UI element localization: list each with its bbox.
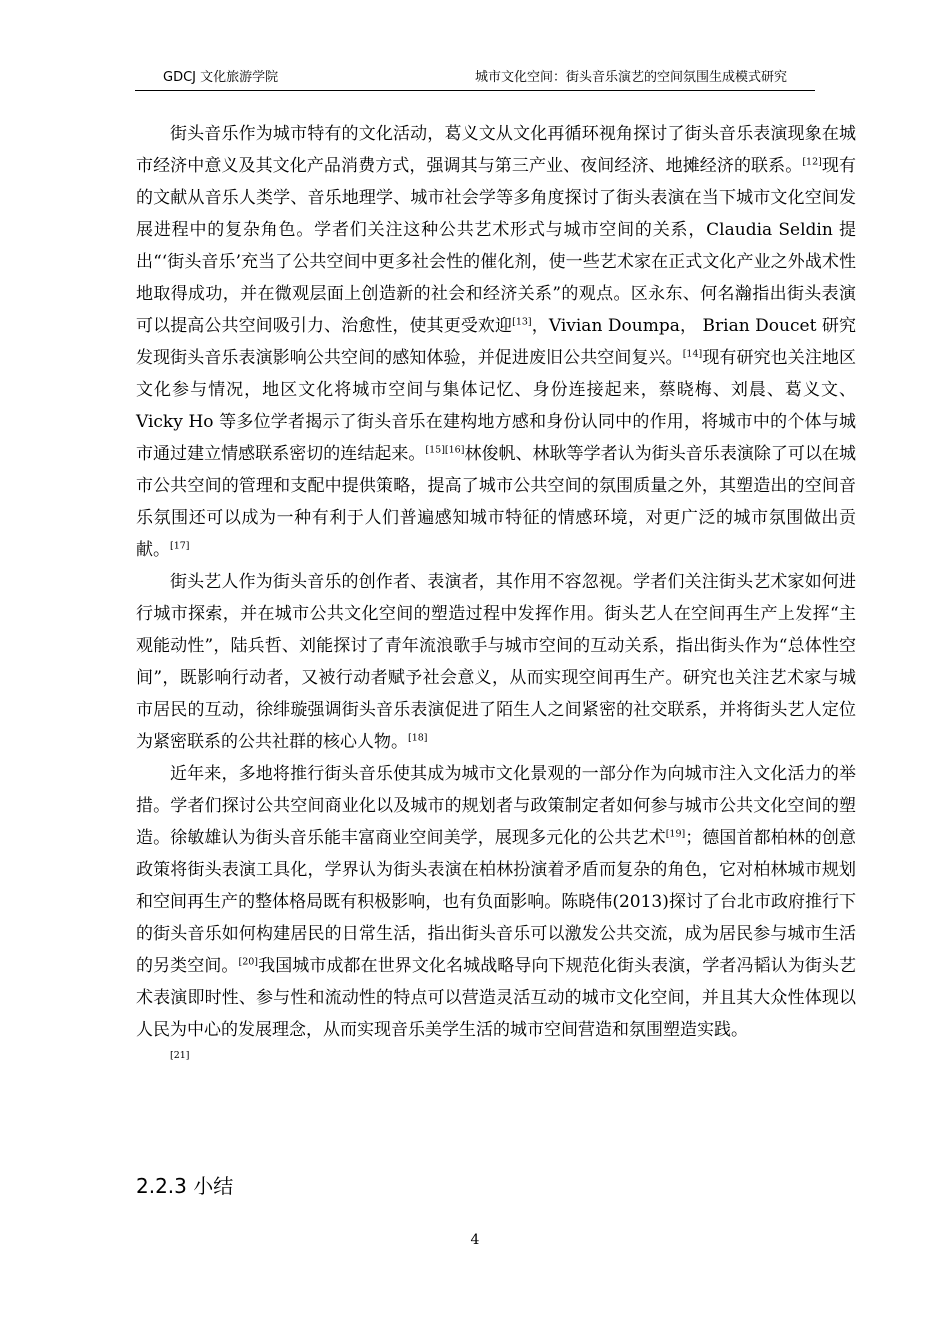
paragraph-text: ，Vivian Doumpa， Brian Doucet 研究发现街头音乐表演影响公共空间的感知体验，并促进废旧公共空间复兴。 xyxy=(136,316,857,368)
header-institution: GDCJ 文化旅游学院 xyxy=(163,70,279,85)
body-paragraph xyxy=(136,758,856,1066)
citation-ref: [18] xyxy=(408,732,428,744)
body-paragraph xyxy=(136,566,856,758)
page-number: 4 xyxy=(470,1232,480,1248)
body-text xyxy=(136,118,856,1066)
paragraph-text: 近年来，多地将推行街头音乐使其成为城市文化景观的一部分作为向城市注入文化活力的举措。学者们探讨公共空间商业化以及城市的规划者与政策制定者如何参与城市公共文化空间的塑造。徐敏雄认为街头音乐能丰富商业空间美学，展现多元化的公共艺术 xyxy=(136,764,856,848)
paragraph-text: 现有的文献从音乐人类学、音乐地理学、城市社会学等多角度探讨了街头表演在当下城市文化空间发展进程中的复杂角色。学者们关注这种公共艺术形式与城市空间的关系，Claudia Seldin 提出“‘街头音乐’充当了公共空间中更多社会性的催化剂，使一些艺术家在正式文化产业之外战术性地取得成功，并在微观层面上创造新的社会和经济关系”的观点。区永东、何名瀚指出街头表演可以提高公共空间吸引力、治愈性，使其更受欢迎 xyxy=(136,156,856,336)
citation-ref: [15][16] xyxy=(425,444,465,456)
paragraph-text: 林俊帆、林耿等学者认为街头音乐表演除了可以在城市公共空间的管理和支配中提供策略，提高了城市公共空间的氛围质量之外，其塑造出的空间音乐氛围还可以成为一种有利于人们普遍感知城市特征的情感环境，对更广泛的城市氛围做出贡献。 xyxy=(136,444,857,560)
citation-ref: [14] xyxy=(682,348,703,360)
page-header xyxy=(135,64,815,91)
citation-ref: [13] xyxy=(512,316,532,328)
citation-ref: [17] xyxy=(170,540,190,552)
citation-ref: [21] xyxy=(170,1050,190,1061)
body-paragraph xyxy=(136,118,856,566)
citation-ref: [20] xyxy=(238,956,259,968)
paragraph-text: 街头艺人作为街头音乐的创作者、表演者，其作用不容忽视。学者们关注街头艺术家如何进行城市探索，并在城市公共文化空间的塑造过程中发挥作用。街头艺人在空间再生产上发挥“主观能动性”，陆兵哲、刘能探讨了青年流浪歌手与城市空间的互动关系，指出街头作为“总体性空间”，既影响行动者，又被行动者赋予社会意义，从而实现空间再生产。研究也关注艺术家与城市居民的互动，徐绯璇强调街头音乐表演促进了陌生人之间紧密的社交联系，并将街头艺人定位为紧密联系的公共社群的核心人物。 xyxy=(136,572,856,752)
paragraph-text: ；德国首都柏林的创意政策将街头表演工具化，学界认为街头表演在柏林扮演着矛盾而复杂的角色，它对柏林城市规划和空间再生产的整体格局既有积极影响，也有负面影响。陈晓伟(2013)探讨了台北市政府推行下的街头音乐如何构建居民的日常生活，指出街头音乐可以激发公共交流，成为居民参与城市生活的另类空间。 xyxy=(136,828,857,976)
header-title: 城市文化空间：街头音乐演艺的空间氛围生成模式研究 xyxy=(474,70,787,85)
paragraph-text: 我国城市成都在世界文化名城战略导向下规范化街头表演，学者冯韬认为街头艺术表演即时性、参与性和流动性的特点可以营造灵活互动的城市文化空间，并且其大众性体现以人民为中心的发展理念，从而实现音乐美学生活的城市空间营造和氛围塑造实践。 xyxy=(136,956,857,1040)
section-heading: 2.2.3 小结 xyxy=(136,1174,234,1198)
citation-ref: [12] xyxy=(802,156,822,168)
paragraph-text: 街头音乐作为城市特有的文化活动，葛义文从文化再循环视角探讨了街头音乐表演现象在城市经济中意义及其文化产品消费方式，强调其与第三产业、夜间经济、地摊经济的联系。 xyxy=(136,124,856,176)
paragraph-text: 现有研究也关注地区文化参与情况，地区文化将城市空间与集体记忆、身份连接起来，蔡晓梅、刘晨、葛义文、Vicky Ho 等多位学者揭示了街头音乐在建构地方感和身份认同中的作用，将城市中的个体与城市通过建立情感联系密切的连结起来。 xyxy=(136,348,856,464)
citation-ref: [19] xyxy=(665,828,686,840)
